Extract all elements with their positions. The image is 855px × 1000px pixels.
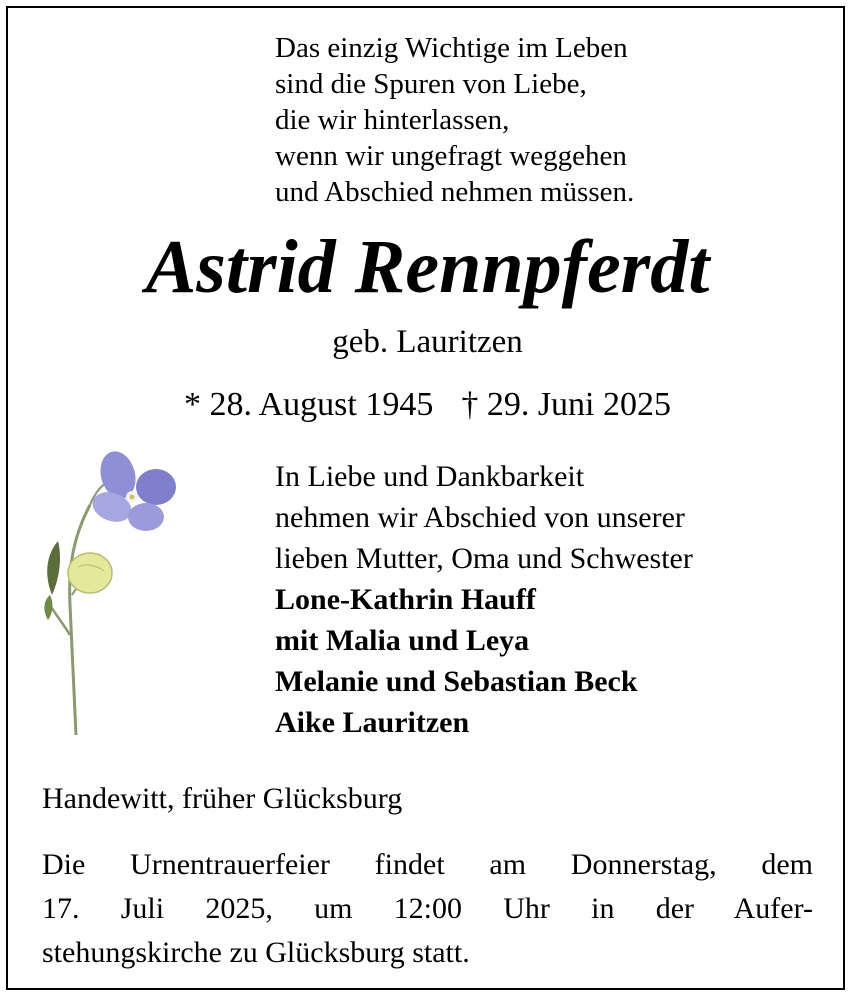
intro-line: nehmen wir Abschied von unserer (275, 501, 685, 534)
place-line: Handewitt, früher Glücksburg (42, 782, 403, 815)
deceased-name: Astrid Rennpferdt (145, 225, 710, 309)
violet-flower-illustration-icon (38, 445, 183, 745)
intro-text (275, 456, 693, 579)
birth-date: * 28. August 1945 (183, 386, 434, 423)
mourner-name: mit Malia und Leya (275, 624, 530, 657)
poem (275, 30, 634, 210)
poem-line: sind die Spuren von Liebe, (275, 68, 587, 100)
service-line: 17. Juli 2025, um 12:00 Uhr in der Aufer- (42, 892, 813, 925)
mourner-name: Lone-Kathrin Hauff (275, 583, 536, 616)
intro-line: In Liebe und Dankbarkeit (275, 460, 585, 493)
service-info (42, 843, 813, 975)
poem-line: die wir hinterlassen, (275, 104, 510, 136)
mourner-name: Aike Lauritzen (275, 706, 470, 739)
death-date: † 29. Juni 2025 (461, 386, 672, 423)
service-line: Die Urnentrauerfeier findet am Donnerstag, dem (42, 848, 813, 881)
mourner-name: Melanie und Sebastian Beck (275, 665, 638, 698)
birth-name: geb. Lauritzen (332, 324, 523, 360)
poem-line: Das einzig Wichtige im Leben (275, 32, 628, 64)
mourners-list (275, 579, 638, 743)
service-line: stehungskirche zu Glücksburg statt. (42, 936, 470, 969)
intro-line: lieben Mutter, Oma und Schwester (275, 542, 693, 575)
poem-line: und Abschied nehmen müssen. (275, 176, 635, 208)
poem-line: wenn wir ungefragt weggehen (275, 140, 627, 172)
life-dates (0, 384, 855, 426)
